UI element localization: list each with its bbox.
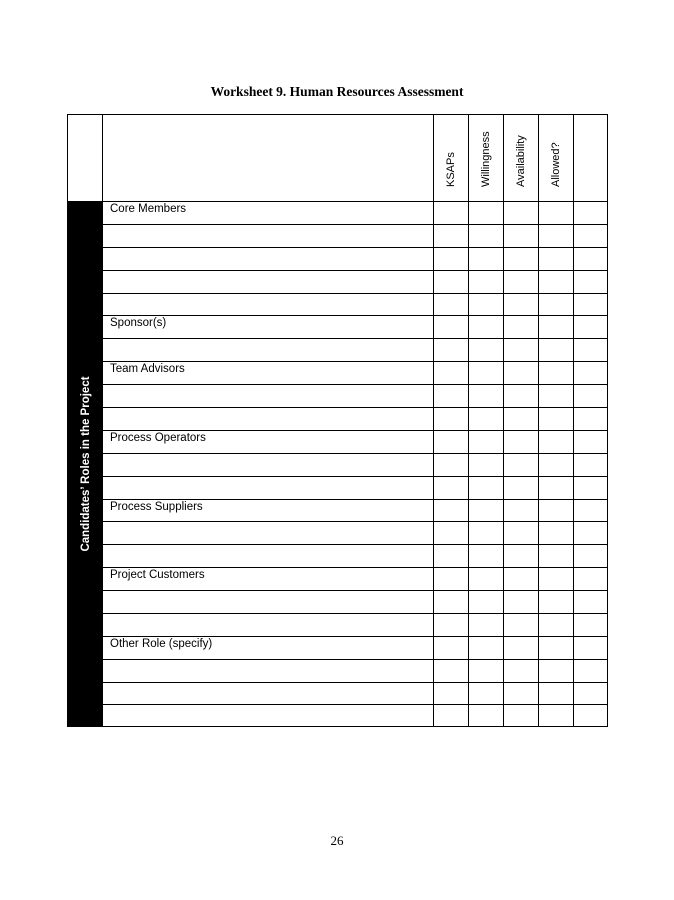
assessment-table — [67, 114, 608, 727]
table-row — [103, 407, 607, 430]
table-row — [103, 247, 607, 270]
column-label-ksaps: KSAPs — [445, 152, 457, 187]
column-label-willingness: Willingness — [480, 131, 492, 187]
table-row — [103, 659, 607, 682]
roles-side-label: Candidates’ Roles in the Project — [79, 376, 92, 552]
column-header-availability — [504, 115, 538, 201]
table-row — [103, 590, 607, 613]
table-row — [103, 270, 607, 293]
table-row — [103, 315, 607, 338]
column-label-availability: Availability — [515, 135, 527, 187]
table-row — [103, 567, 607, 590]
table-row — [103, 201, 607, 224]
table-row — [103, 521, 607, 544]
row-label: Process Operators — [110, 432, 206, 444]
table-row — [103, 636, 607, 659]
table-row — [103, 499, 607, 522]
table-row — [103, 613, 607, 636]
table-row — [103, 430, 607, 453]
table-row — [103, 361, 607, 384]
column-header-willingness — [469, 115, 503, 201]
column-header-blank — [574, 115, 608, 201]
row-label: Team Advisors — [110, 363, 185, 375]
table-row — [103, 453, 607, 476]
table-row — [103, 338, 607, 361]
row-label: Sponsor(s) — [110, 317, 167, 329]
row-label: Project Customers — [110, 569, 205, 581]
column-header-allowed — [539, 115, 573, 201]
row-label: Process Suppliers — [110, 501, 203, 513]
worksheet-title: Worksheet 9. Human Resources Assessment — [210, 84, 464, 99]
page-number: 26 — [330, 833, 344, 848]
table-row — [103, 293, 607, 316]
table-row — [103, 476, 607, 499]
row-label: Other Role (specify) — [110, 638, 213, 650]
column-label-allowed: Allowed? — [550, 142, 562, 187]
column-header-ksaps — [434, 115, 468, 201]
row-label: Core Members — [110, 203, 187, 215]
table-row — [103, 682, 607, 705]
table-row — [103, 704, 607, 727]
table-row — [103, 384, 607, 407]
table-row — [103, 224, 607, 247]
roles-side-bar — [68, 201, 103, 727]
table-row — [103, 544, 607, 567]
